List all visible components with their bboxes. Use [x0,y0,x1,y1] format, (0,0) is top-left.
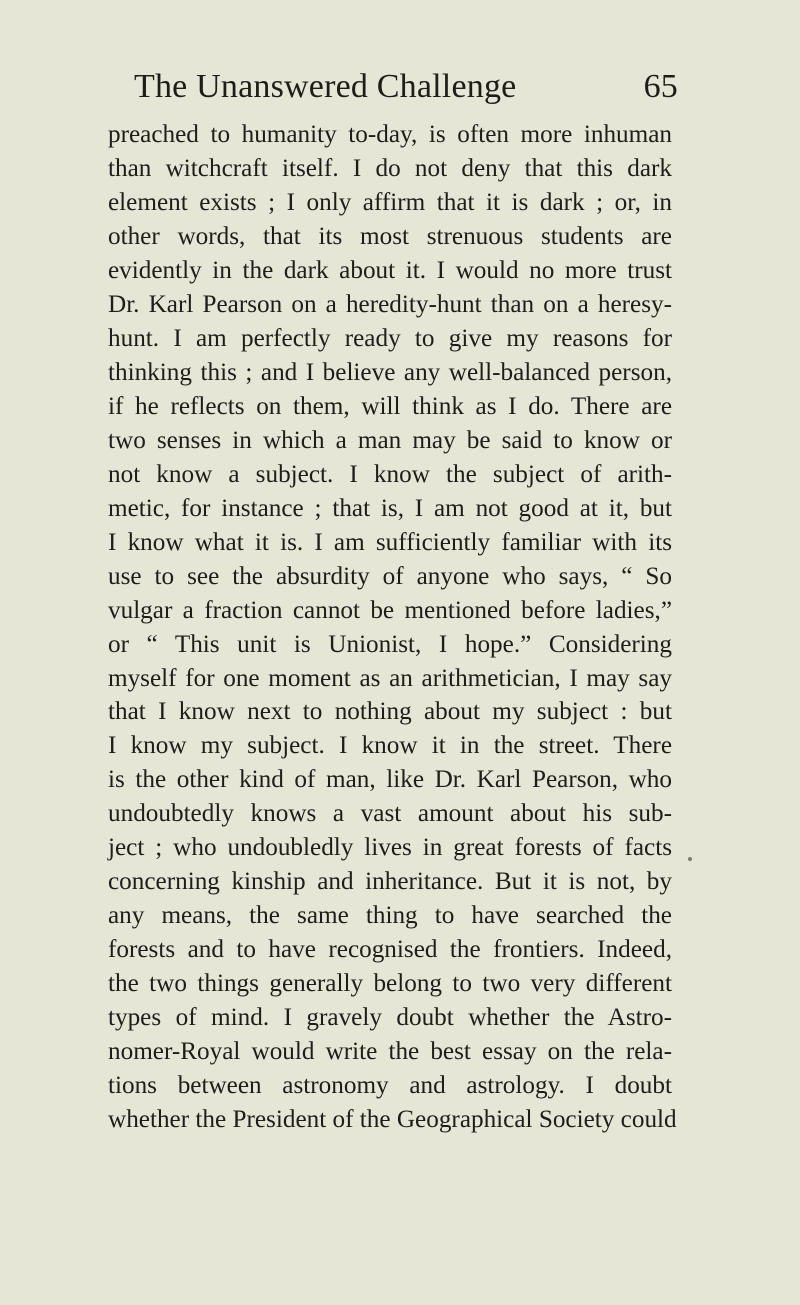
running-header [116,62,678,112]
page-number: 65 [643,68,678,105]
text-line: ject ; who undoubledly lives in great forests of facts [108,834,672,862]
text-line: I know my subject. I know it in the street. There [108,732,672,760]
text-line: myself for one moment as an arithmetician, I may say [108,664,672,692]
text-line: preached to humanity to-day, is often more inhuman [108,121,672,148]
text-line: hunt. I am perfectly ready to give my reasons for [108,324,672,352]
text-line: nomer-Royal would write the best essay on the rela- [108,1038,672,1066]
running-title: The Unanswered Challenge [134,68,517,105]
text-line: two senses in which a man may be said to know or [108,426,672,454]
text-line: vulgar a fraction cannot be mentioned before ladies,” [108,596,672,624]
text-line: any means, the same thing to have searched the [108,902,672,930]
paper-speck [688,857,692,861]
text-line: Dr. Karl Pearson on a heredity-hunt than on a heresy- [108,290,672,318]
text-line: other words, that its most strenuous students are [108,222,672,250]
text-line: is the other kind of man, like Dr. Karl Pearson, who [108,766,672,794]
text-line: or “ This unit is Unionist, I hope.” Considering [108,630,672,658]
text-line: element exists ; I only affirm that it is dark ; or, in [108,188,672,216]
text-line: I know what it is. I am sufficiently familiar with its [108,528,672,556]
text-line: evidently in the dark about it. I would no more trust [108,256,672,284]
text-line: if he reflects on them, will think as I do. There are [108,392,672,420]
text-line: that I know next to nothing about my subject : but [108,698,672,726]
text-line: thinking this ; and I believe any well-balanced person, [108,358,672,386]
text-line: whether the President of the Geographical Society could [108,1106,677,1134]
text-line: types of mind. I gravely doubt whether the Astro- [108,1004,672,1032]
text-line: than witchcraft itself. I do not deny that this dark [108,154,672,182]
text-line: not know a subject. I know the subject of arith- [108,460,672,488]
text-line: use to see the absurdity of anyone who says, “ So [108,562,672,590]
text-line: undoubtedly knows a vast amount about his sub- [108,800,672,828]
text-line: metic, for instance ; that is, I am not good at it, but [108,494,672,522]
text-line: concerning kinship and inheritance. But it is not, by [108,868,672,896]
text-line: the two things generally belong to two very different [108,970,672,998]
text-line: forests and to have recognised the frontiers. Indeed, [108,936,672,964]
text-line: tions between astronomy and astrology. I doubt [108,1072,672,1100]
body-text [108,118,677,1137]
